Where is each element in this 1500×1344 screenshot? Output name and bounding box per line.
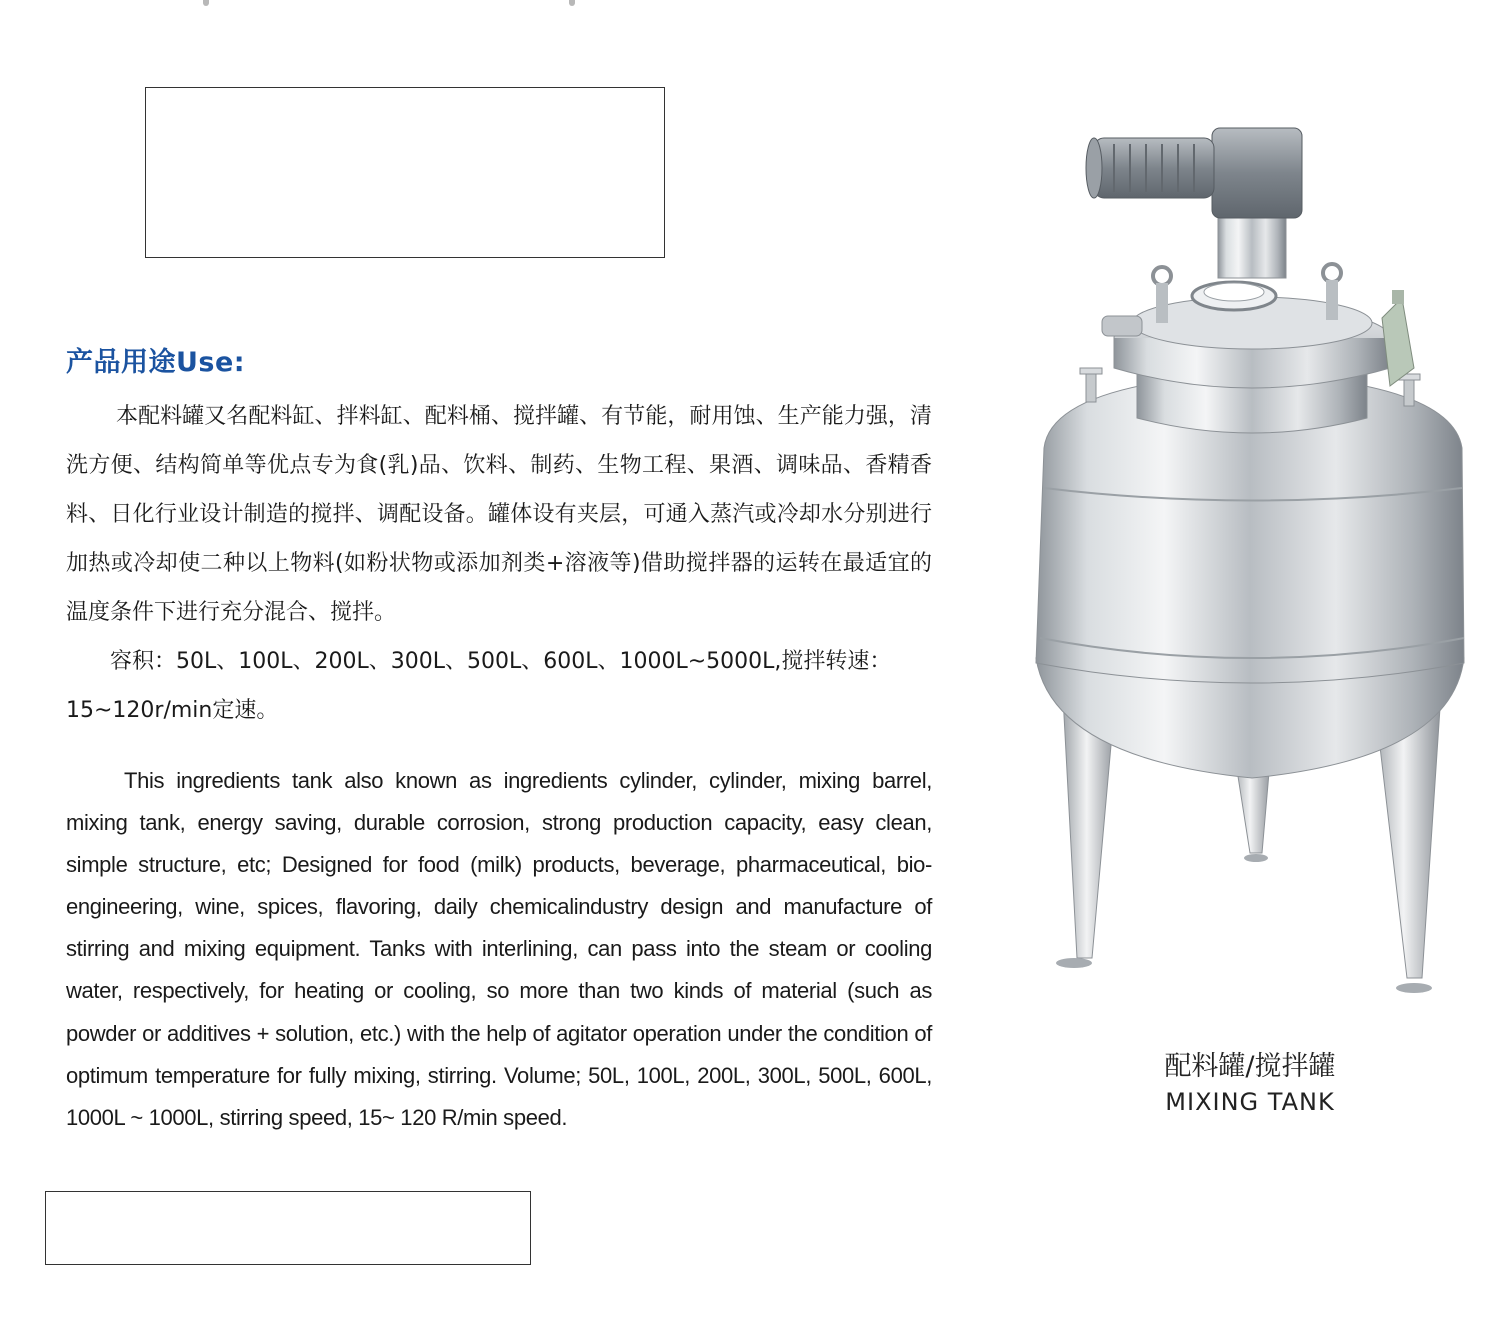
caption-english: MIXING TANK [1165,1088,1335,1116]
mixing-tank-illustration [1022,118,1480,1008]
english-description: This ingredients tank also known as ingredients cylinder, cylinder, mixing barrel, mixing tank, energy saving, durable corrosion, strong production capacity, easy clean, simple structure, etc; Designed for food (milk) products, beverage, pharmaceutical, bio-engineering, wine, spices, flavoring, daily chemicalindustry design and manufacture of stirring and mixing equipment. Tanks with interlining, can pass into the steam or cooling water, respectively, for heating or cooling, so more than two kinds of material (such as powder or additives + solution, etc.) with the help of agitator operation under the condition of optimum temperature for fully mixing, stirring. Volume; 50L, 100L, 200L, 300L, 500L, 600L, 1000L ~ 1000L, stirring speed, 15~ 120 R/min speed. [66,768,932,1130]
chinese-specification: 容积：50L、100L、200L、300L、500L、600L、1000L~5000L,搅拌转速：15~120r/min定速。 [66,649,892,723]
speck-mark [569,0,575,6]
chinese-description: 本配料罐又名配料缸、拌料缸、配料桶、搅拌罐、有节能，耐用蚀、生产能力强，清洗方便、结构简单等优点专为食(乳)品、饮料、制药、生物工程、果酒、调味品、香精香料、日化行业设计制造的搅拌、调配设备。罐体设有夹层，可通入蒸汽或冷却水分别进行加热或冷却使二种以上物料(如粉状物或添加剂类+溶液等)借助搅拌器的运转在最适宜的温度条件下进行充分混合、搅拌。 [66,404,932,625]
caption-chinese: 配料罐/搅拌罐 [1164,1051,1336,1082]
speck-mark [203,0,209,6]
empty-frame-bottom [45,1191,531,1265]
product-caption [1100,1050,1400,1120]
section-heading: 产品用途Use: [66,347,246,378]
empty-frame-top [145,87,665,258]
